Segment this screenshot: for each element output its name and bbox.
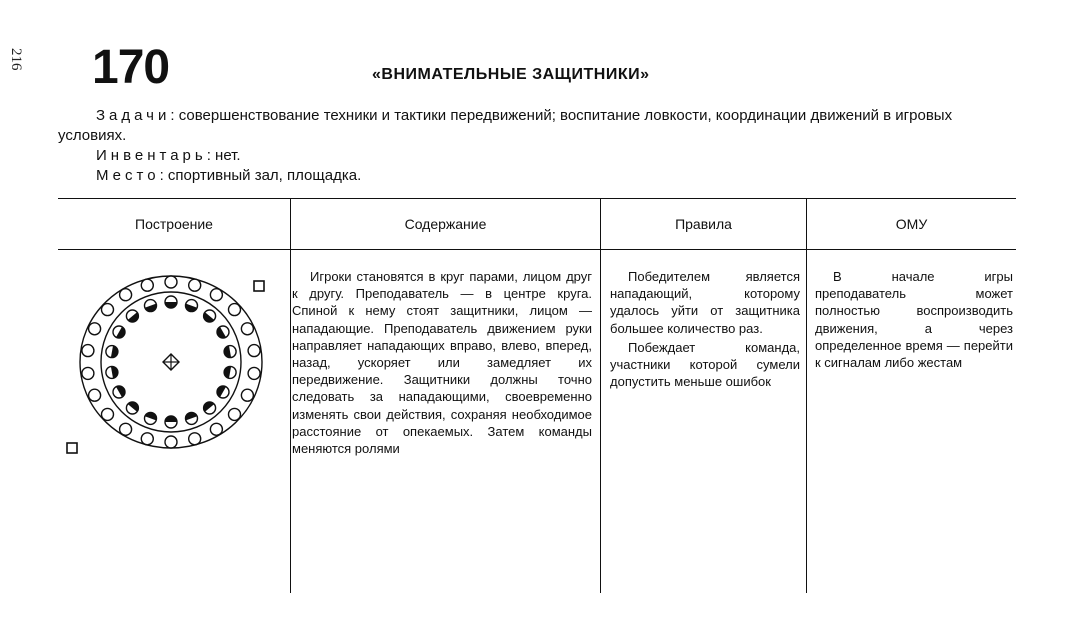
- attacker-player: [241, 323, 253, 335]
- attacker-player: [248, 367, 260, 379]
- defender-player: [106, 366, 118, 378]
- table-top-rule: [58, 198, 1016, 199]
- formation-diagram: [58, 262, 283, 472]
- attacker-player: [210, 423, 222, 435]
- defender-player: [165, 296, 177, 308]
- rules-paragraph: Побеждает команда, участники которой сумели допустить меньше ошибок: [610, 339, 800, 390]
- attacker-player: [120, 423, 132, 435]
- attacker-player: [229, 408, 241, 420]
- attacker-player: [141, 279, 153, 291]
- inventory-label: Инвентарь: [96, 147, 207, 164]
- content-paragraph: Игроки становятся в круг парами, лицом друг к другу. Преподаватель — в центре круга. Спиной к нему стоят защитники, лицом — нападающие. Преподаватель движением руки направляет нападающих вправо, влево, вперед, назад, ускоряет или замедляет их передвижение. Защитники должны точно следовать за нападающими, своевременно изменять свои действия, сохраняя необходимое расстояние от опекаемых. Затем команды меняются ролями: [292, 269, 592, 457]
- defender-player: [165, 416, 177, 428]
- header-omu: ОМУ: [895, 216, 928, 232]
- defender-player: [113, 326, 125, 338]
- rules-paragraph: Победителем является нападающий, которому удалось уйти от защитника большее количество раз.: [610, 269, 800, 336]
- marker-square: [254, 281, 264, 291]
- column-divider: [600, 198, 601, 593]
- attacker-player: [102, 304, 114, 316]
- tasks-label: Задачи: [96, 107, 171, 124]
- inventory-text: : нет.: [206, 147, 241, 164]
- attacker-player: [89, 323, 101, 335]
- attacker-player: [102, 408, 114, 420]
- defender-player: [204, 402, 216, 414]
- column-divider: [806, 198, 807, 593]
- teacher-icon: [163, 354, 179, 370]
- header-rules: Правила: [675, 216, 732, 232]
- defender-player: [126, 402, 138, 414]
- header-formation: Построение: [135, 216, 213, 232]
- attacker-player: [189, 433, 201, 445]
- defender-player: [145, 412, 157, 424]
- defender-player: [145, 300, 157, 312]
- defender-player: [224, 346, 236, 358]
- attacker-player: [89, 389, 101, 401]
- defender-player: [224, 366, 236, 378]
- defender-player: [126, 310, 138, 322]
- omu-cell: [815, 268, 1013, 371]
- defender-player: [113, 386, 125, 398]
- attacker-player: [141, 433, 153, 445]
- attacker-player: [165, 276, 177, 288]
- header-content: Содержание: [404, 216, 487, 232]
- table-header-rule: [58, 249, 1016, 250]
- defender-player: [204, 310, 216, 322]
- attacker-player: [210, 289, 222, 301]
- attacker-player: [241, 389, 253, 401]
- tasks-text: : совершенствование техники и тактики передвижений; воспитание ловкости, координации движений в игровых условиях.: [58, 107, 953, 144]
- game-number: 170: [92, 41, 170, 94]
- page-number: 216: [8, 48, 24, 71]
- defender-player: [186, 300, 198, 312]
- defender-player: [106, 346, 118, 358]
- defender-player: [186, 412, 198, 424]
- place-text: : спортивный зал, площадка.: [159, 167, 362, 184]
- attacker-player: [82, 345, 94, 357]
- game-title: «ВНИМАТЕЛЬНЫЕ ЗАЩИТНИКИ»: [372, 66, 650, 83]
- inventory-line: [58, 146, 1016, 166]
- defender-player: [217, 326, 229, 338]
- defender-player: [217, 386, 229, 398]
- attacker-player: [189, 279, 201, 291]
- intro-block: [58, 106, 1016, 186]
- attacker-player: [165, 436, 177, 448]
- place-line: [58, 166, 1016, 186]
- tasks-line: [58, 106, 1016, 146]
- content-cell: [292, 268, 592, 457]
- place-label: Место: [96, 167, 160, 184]
- attacker-player: [248, 345, 260, 357]
- attacker-player: [229, 304, 241, 316]
- marker-square: [67, 443, 77, 453]
- attacker-player: [120, 289, 132, 301]
- attacker-player: [82, 367, 94, 379]
- column-divider: [290, 198, 291, 593]
- rules-cell: [610, 268, 800, 390]
- omu-paragraph: В начале игры преподаватель может полностью воспроизводить движения, а через определенное время — перейти к сигналам либо жестам: [815, 269, 1013, 371]
